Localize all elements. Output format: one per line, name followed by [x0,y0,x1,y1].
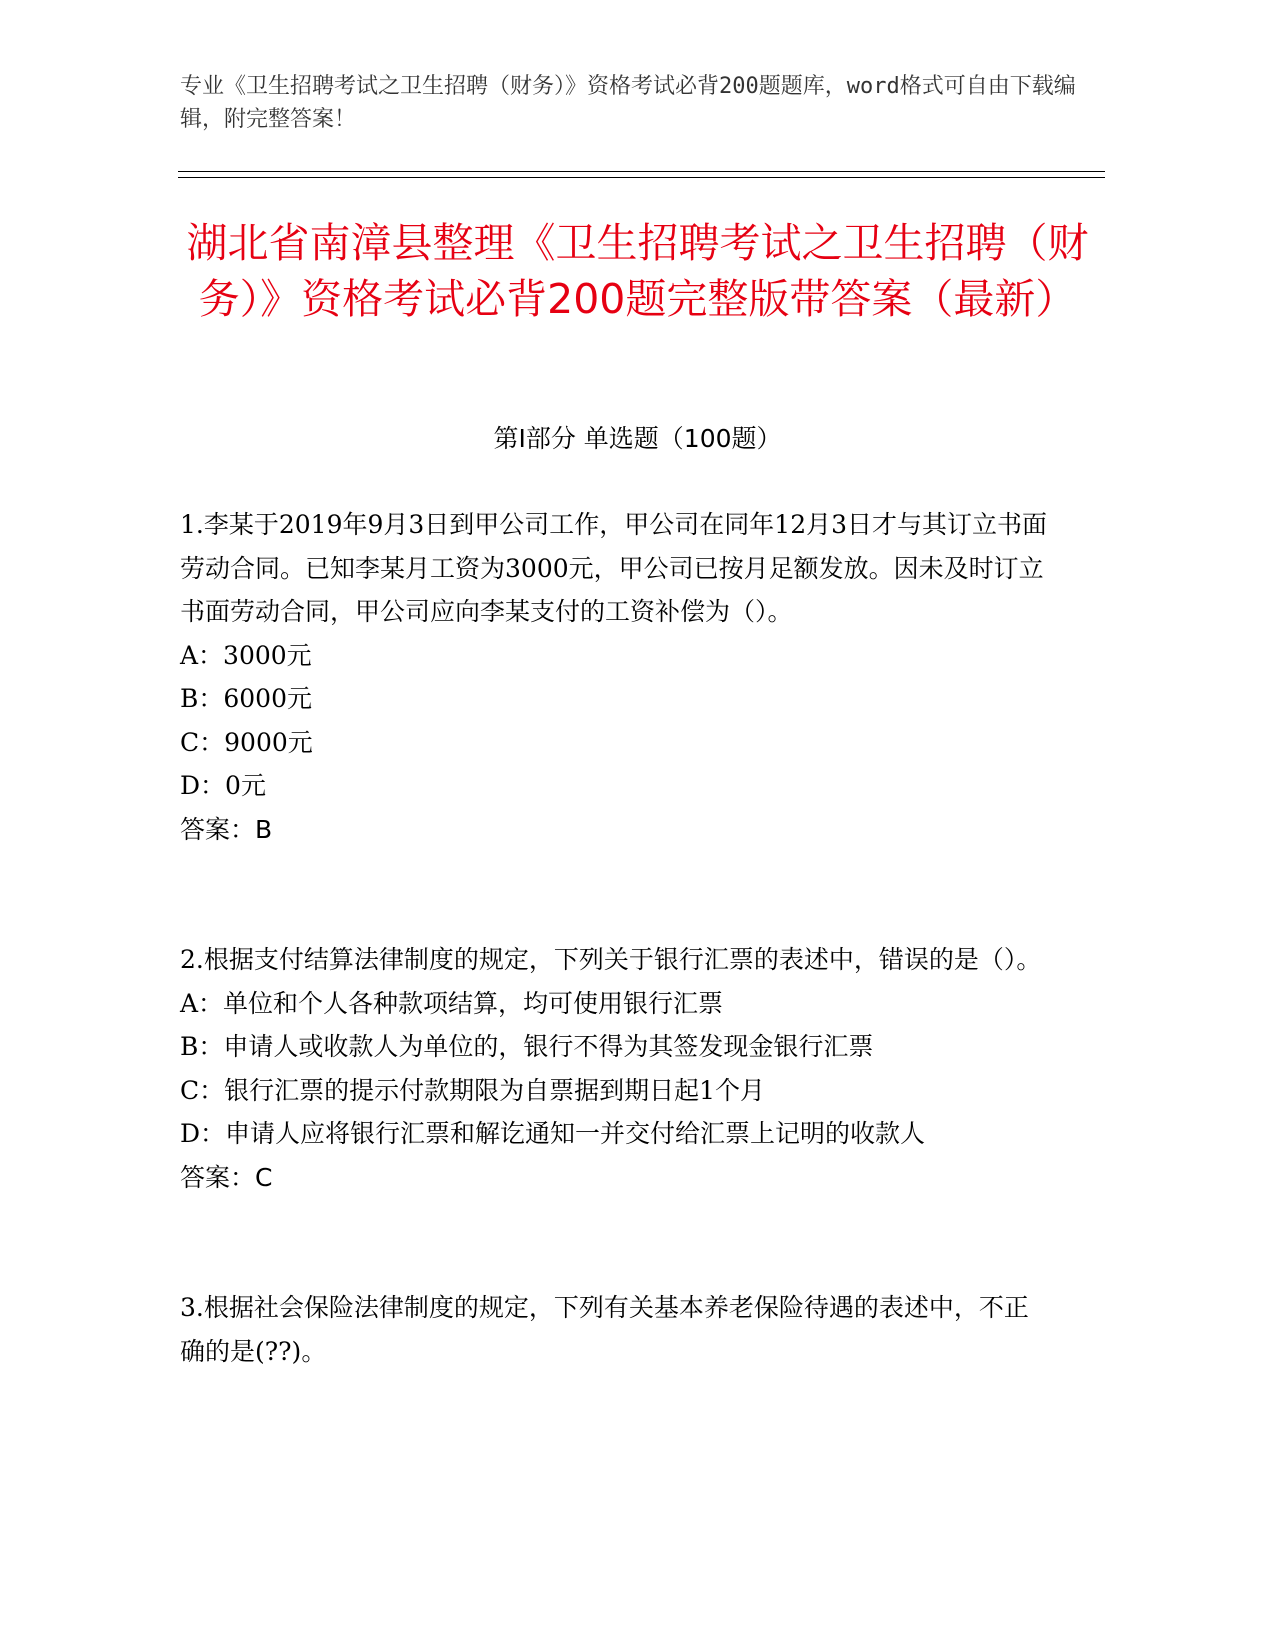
answer: 答案：C [180,1162,273,1192]
option-d: D：申请人应将银行汇票和解讫通知一并交付给汇票上记明的收款人 [180,1119,926,1148]
answer: 答案：B [180,814,273,844]
question-3 [180,1286,1050,1373]
option-c: C：9000元 [180,727,313,757]
question-stem: 1.李某于2019年9月3日到甲公司工作，甲公司在同年12月3日才与其订立书面劳动合同。已知李某月工资为3000元，甲公司已按月足额发放。因未及时订立书面劳动合同，甲公司应向李某支付的工资补偿为（）。 [180,510,1048,626]
option-a: A：单位和个人各种款项结算，均可使用银行汇票 [180,988,724,1018]
option-d: D：0元 [180,771,266,800]
header-rule-top [178,171,1105,172]
option-c: C：银行汇票的提示付款期限为自票据到期日起1个月 [180,1075,766,1105]
option-b: B：申请人或收款人为单位的，银行不得为其签发现金银行汇票 [180,1032,874,1061]
option-b: B：6000元 [180,684,312,713]
section-title: 第I部分 单选题（100题） [493,424,782,453]
header-rule-bottom [178,177,1105,178]
option-a: A：3000元 [180,640,312,670]
question-stem: 2.根据支付结算法律制度的规定，下列关于银行汇票的表述中，错误的是（）。 [180,945,1042,974]
document-title: 湖北省南漳县整理《卫生招聘考试之卫生招聘（财务）》资格考试必背200题完整版带答案（最新） [186,219,1089,323]
header-note: 专业《卫生招聘考试之卫生招聘（财务）》资格考试必背200题题库，word格式可自由下载编辑，附完整答案！ [180,74,1076,132]
question-2 [180,938,1050,1199]
question-1 [180,503,1050,851]
question-stem: 3.根据社会保险法律制度的规定，下列有关基本养老保险待遇的表述中，不正确的是(??)。 [180,1293,1029,1366]
